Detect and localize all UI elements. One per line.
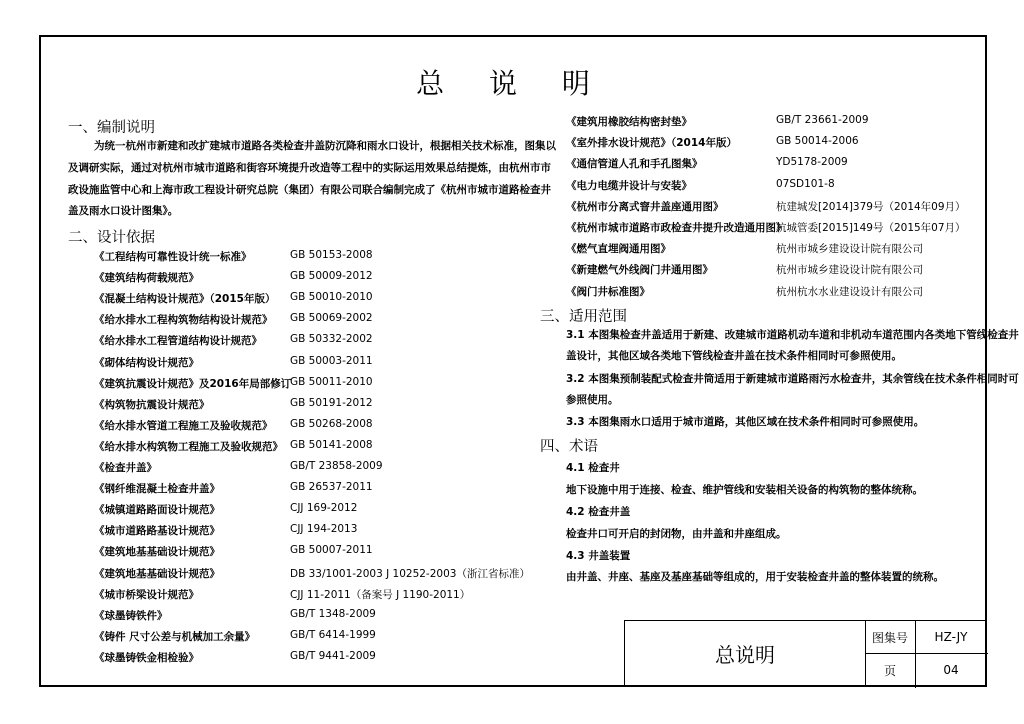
title-block — [624, 620, 987, 687]
standard-code: GB 50153-2008 — [290, 249, 373, 261]
section-4-line: 4.1 检查井 — [566, 462, 620, 474]
standard-code: CJJ 194-2013 — [290, 523, 358, 536]
section-1-line: 盖及雨水口设计图集》。 — [68, 205, 179, 217]
standard-name: 《城市桥梁设计规范》 — [94, 588, 199, 601]
section-3-heading: 三、适用范围 — [540, 309, 627, 325]
standard-name: 《城市道路路基设计规范》 — [94, 525, 220, 538]
standard-code: GB 50010-2010 — [290, 291, 373, 304]
atlas-number-label: 图集号 — [871, 630, 908, 645]
section-1-line: 为统一杭州市新建和改扩建城市道路各类检查井盖防沉降和雨水口设计，根据相关技术标准，图集以 — [94, 140, 556, 152]
standard-code: GB 50268-2008 — [290, 417, 373, 430]
atlas-number: HZ-JY — [934, 630, 968, 644]
standard-name: 《室外排水设计规范》（2014年版） — [566, 137, 737, 150]
standard-name: 《建筑抗震设计规范》及2016年局部修订 — [94, 377, 292, 390]
section-4-line: 4.2 检查井盖 — [566, 506, 631, 518]
standard-code: GB 50003-2011 — [290, 354, 373, 367]
standard-name: 《砌体结构设计规范》 — [94, 356, 199, 369]
standard-code: DB 33/1001-2003 J 10252-2003（浙江省标准） — [290, 567, 530, 580]
page-number: 04 — [943, 663, 959, 677]
standard-code: YD5178-2009 — [776, 156, 848, 169]
standard-code: GB/T 1348-2009 — [290, 607, 376, 620]
standard-code: CJJ 11-2011（备案号 J 1190-2011） — [290, 588, 471, 601]
standard-code: 07SD101-8 — [776, 177, 835, 190]
standard-code: GB/T 6414-1999 — [290, 628, 376, 641]
standard-name: 《新建燃气外线阀门井通用图》 — [566, 264, 713, 277]
standard-code: GB/T 9441-2009 — [290, 649, 376, 662]
section-3-line: 3.3 本图集雨水口适用于城市道路，其他区域在技术条件相同时可参照使用。 — [566, 416, 925, 428]
standard-name: 《铸件 尺寸公差与机械加工余量》 — [94, 630, 256, 643]
section-4-heading: 四、术语 — [540, 439, 598, 455]
standard-name: 《杭州市分离式窨井盖座通用图》 — [566, 200, 724, 213]
standard-code: GB 50191-2012 — [290, 396, 373, 409]
standard-name: 《给水排水构筑物工程施工及验收规范》 — [94, 440, 283, 453]
standard-name: 《杭州市城市道路市政检查井提升改造通用图》 — [566, 222, 787, 234]
standard-name: 《构筑物抗震设计规范》 — [94, 398, 210, 411]
standard-name: 《钢纤维混凝土检查井盖》 — [94, 483, 220, 496]
section-4-line: 地下设施中用于连接、检查、维护管线和安装相关设备的构筑物的整体统称。 — [566, 484, 923, 496]
section-1-heading: 一、编制说明 — [68, 120, 155, 136]
standard-name: 《建筑地基基础设计规范》 — [94, 567, 220, 580]
section-4-line: 4.3 井盖装置 — [566, 550, 631, 562]
standard-code: GB/T 23858-2009 — [290, 460, 383, 472]
section-1-line: 及调研实际，通过对杭州市城市道路和街容环境提升改造等工程中的实际运用效果总结提炼，由杭州市市 — [68, 162, 551, 174]
section-2-heading: 二、设计依据 — [68, 230, 155, 246]
section-3-line: 参照使用。 — [566, 394, 619, 406]
standard-code: 杭城管委[2015]149号（2015年07月） — [776, 222, 966, 234]
standard-code: GB 50141-2008 — [290, 438, 373, 451]
standard-code: 杭州杭水水业建设设计有限公司 — [776, 285, 923, 298]
standard-code: 杭建城发[2014]379号（2014年09月） — [776, 200, 966, 213]
standard-code: 杭州市城乡建设设计院有限公司 — [776, 243, 923, 256]
standard-code: GB 50014-2006 — [776, 135, 859, 148]
section-3-line: 盖设计，其他区域各类地下管线检查井盖在技术条件相同时可参照使用。 — [566, 350, 902, 362]
standard-name: 《给水排水工程管道结构设计规范》 — [94, 335, 262, 348]
standard-name: 《阀门井标准图》 — [566, 285, 650, 298]
standard-code: GB/T 23661-2009 — [776, 114, 869, 126]
standard-name: 《电力电缆井设计与安装》 — [566, 179, 692, 192]
section-3-line: 3.2 本图集预制装配式检查井筒适用于新建城市道路雨污水检查井，其余管线在技术条件相同时可 — [566, 373, 1019, 385]
standard-name: 《球墨铸铁金相检验》 — [94, 651, 199, 664]
standard-code: GB 50009-2012 — [290, 270, 373, 283]
standard-name: 《工程结构可靠性设计统一标准》 — [94, 251, 252, 263]
standard-name: 《球墨铸铁件》 — [94, 609, 168, 622]
standard-name: 《检查井盖》 — [94, 462, 157, 474]
standard-name: 《建筑结构荷载规范》 — [94, 272, 199, 285]
page-title: 总 说 明 — [416, 67, 608, 100]
section-1-line: 政设施监管中心和上海市政工程设计研究总院（集团）有限公司联合编制完成了《杭州市城市道路检查井 — [68, 184, 551, 196]
drawing-name: 总说明 — [625, 621, 866, 686]
standard-name: 《通信管道人孔和手孔图集》 — [566, 158, 703, 171]
standard-code: 杭州市城乡建设设计院有限公司 — [776, 264, 923, 277]
standard-code: GB 50007-2011 — [290, 544, 373, 557]
section-3-line: 3.1 本图集检查井盖适用于新建、改建城市道路机动车道和非机动车道范围内各类地下管线检查井 — [566, 329, 1019, 341]
standard-code: GB 26537-2011 — [290, 481, 373, 494]
standard-name: 《燃气直埋阀通用图》 — [566, 243, 671, 256]
standard-name: 《给水排水工程构筑物结构设计规范》 — [94, 314, 273, 327]
standard-name: 《给水排水管道工程施工及验收规范》 — [94, 419, 273, 432]
standard-code: GB 50332-2002 — [290, 333, 373, 346]
standard-code: GB 50011-2010 — [290, 375, 373, 388]
page-label: 页 — [883, 663, 896, 678]
standard-code: CJJ 169-2012 — [290, 502, 358, 515]
standard-name: 《建筑用橡胶结构密封垫》 — [566, 116, 692, 128]
standard-name: 《城镇道路路面设计规范》 — [94, 504, 220, 517]
standard-code: GB 50069-2002 — [290, 312, 373, 325]
standard-name: 《建筑地基基础设计规范》 — [94, 546, 220, 559]
standard-name: 《混凝土结构设计规范》（2015年版） — [94, 293, 276, 306]
section-4-line: 由井盖、井座、基座及基座基础等组成的，用于安装检查井盖的整体装置的统称。 — [566, 571, 944, 583]
section-4-line: 检查井口可开启的封闭物，由井盖和井座组成。 — [566, 528, 787, 540]
